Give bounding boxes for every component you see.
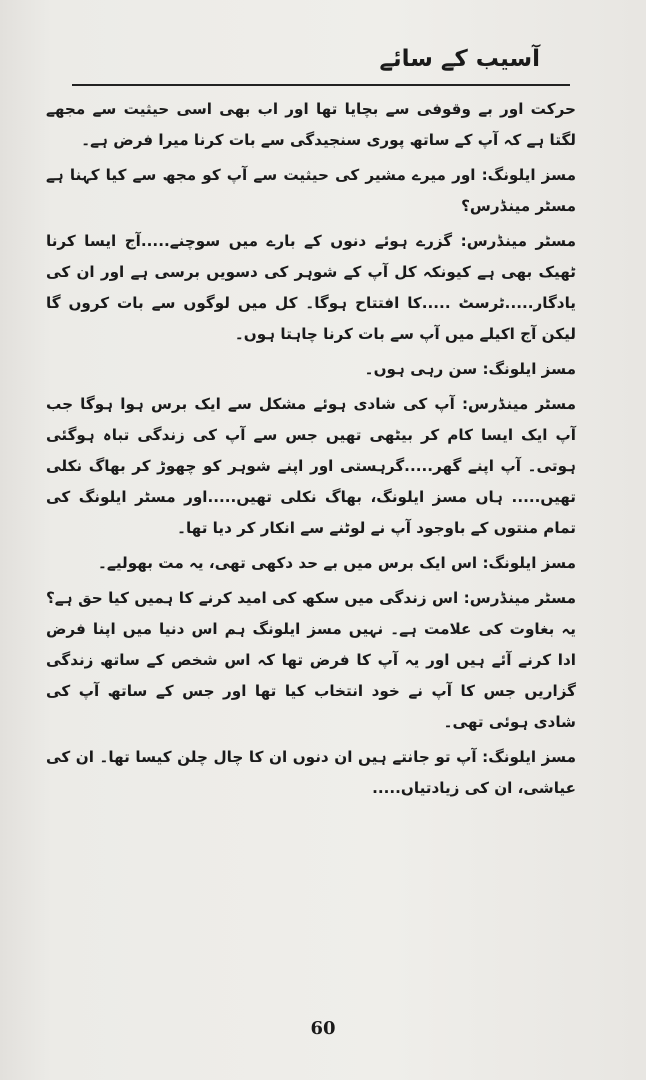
paragraph-3	[46, 226, 576, 350]
paragraph-text: سن رہی ہوں۔	[364, 360, 478, 378]
running-title: آسیب کے سائے	[379, 46, 540, 72]
paragraph-2	[46, 160, 576, 222]
paragraph-7	[46, 583, 576, 738]
paragraph-6	[46, 548, 576, 579]
page-header	[72, 40, 570, 86]
speaker-label: مسز ایلونگ:	[482, 748, 576, 766]
paragraph-text: اس زندگی میں سکھ کی امید کرنے کا ہمیں کیا حق ہے؟ یہ بغاوت کی علامت ہے۔ نہیں مسز ایلونگ ہم اس دنیا میں اپنا فرض ادا کرنے آئے ہیں اور یہ آپ کا فرض تھا کہ اس شخص کے ساتھ زندگی گزاریں جس کا آپ نے خود انتخاب کیا تھا اور جس کے ساتھ آپ کی شادی ہوئی تھی۔	[46, 589, 576, 731]
paragraph-text: آپ تو جانتے ہیں ان دنوں ان کا چال چلن کیسا تھا۔ ان کی عیاشی، ان کی زیادتیاں.....	[46, 748, 576, 797]
body-text	[46, 94, 576, 808]
speaker-label: مسٹر مینڈرس:	[463, 589, 576, 607]
paragraph-4	[46, 354, 576, 385]
paragraph-text: آپ کی شادی ہوئے مشکل سے ایک برس ہوا ہوگا جب آپ ایک ایسا کام کر بیٹھی تھیں جس سے آپ کی زندگی تباہ ہوگئی ہوتی۔ آپ اپنے گھر.....گرہستی اور اپنے شوہر کو چھوڑ کر بھاگ نکلی تھیں..... ہاں مسز ایلونگ، بھاگ نکلی تھیں.....اور مسٹر ایلونگ کی تمام منتوں کے باوجود آپ نے لوٹنے سے انکار کر دیا تھا۔	[46, 395, 576, 537]
paragraph-text: اس ایک برس میں بے حد دکھی تھی، یہ مت بھولیے۔	[98, 554, 478, 572]
speaker-label: مسٹر مینڈرس:	[460, 232, 576, 250]
speaker-label: مسز ایلونگ:	[482, 554, 576, 572]
speaker-label: مسٹر مینڈرس:	[461, 395, 576, 413]
paragraph-1	[46, 94, 576, 156]
paragraph-5	[46, 389, 576, 544]
paragraph-text: حرکت اور بے وقوفی سے بچایا تھا اور اب بھی اسی حیثیت سے مجھے لگتا ہے کہ آپ کے ساتھ پوری سنجیدگی سے بات کرنا میرا فرض ہے۔	[46, 100, 576, 149]
paragraph-8	[46, 742, 576, 804]
page-number: 60	[310, 1018, 336, 1039]
speaker-label: مسز ایلونگ:	[481, 166, 576, 184]
paragraph-text: گزرے ہوئے دنوں کے بارے میں سوچنے.....آج ایسا کرنا ٹھیک بھی ہے کیونکہ کل آپ کے شوہر کی دسویں برسی ہے اور ان کی یادگار.....ٹرسٹ .....کا افتتاح ہوگا۔ کل میں لوگوں سے بات کروں گا لیکن آج اکیلے میں آپ سے بات کرنا چاہتا ہوں۔	[46, 232, 576, 343]
paragraph-text: اور میرے مشیر کی حیثیت سے آپ کو مجھ سے کیا کہنا ہے مسٹر مینڈرس؟	[46, 166, 576, 215]
speaker-label: مسز ایلونگ:	[482, 360, 576, 378]
